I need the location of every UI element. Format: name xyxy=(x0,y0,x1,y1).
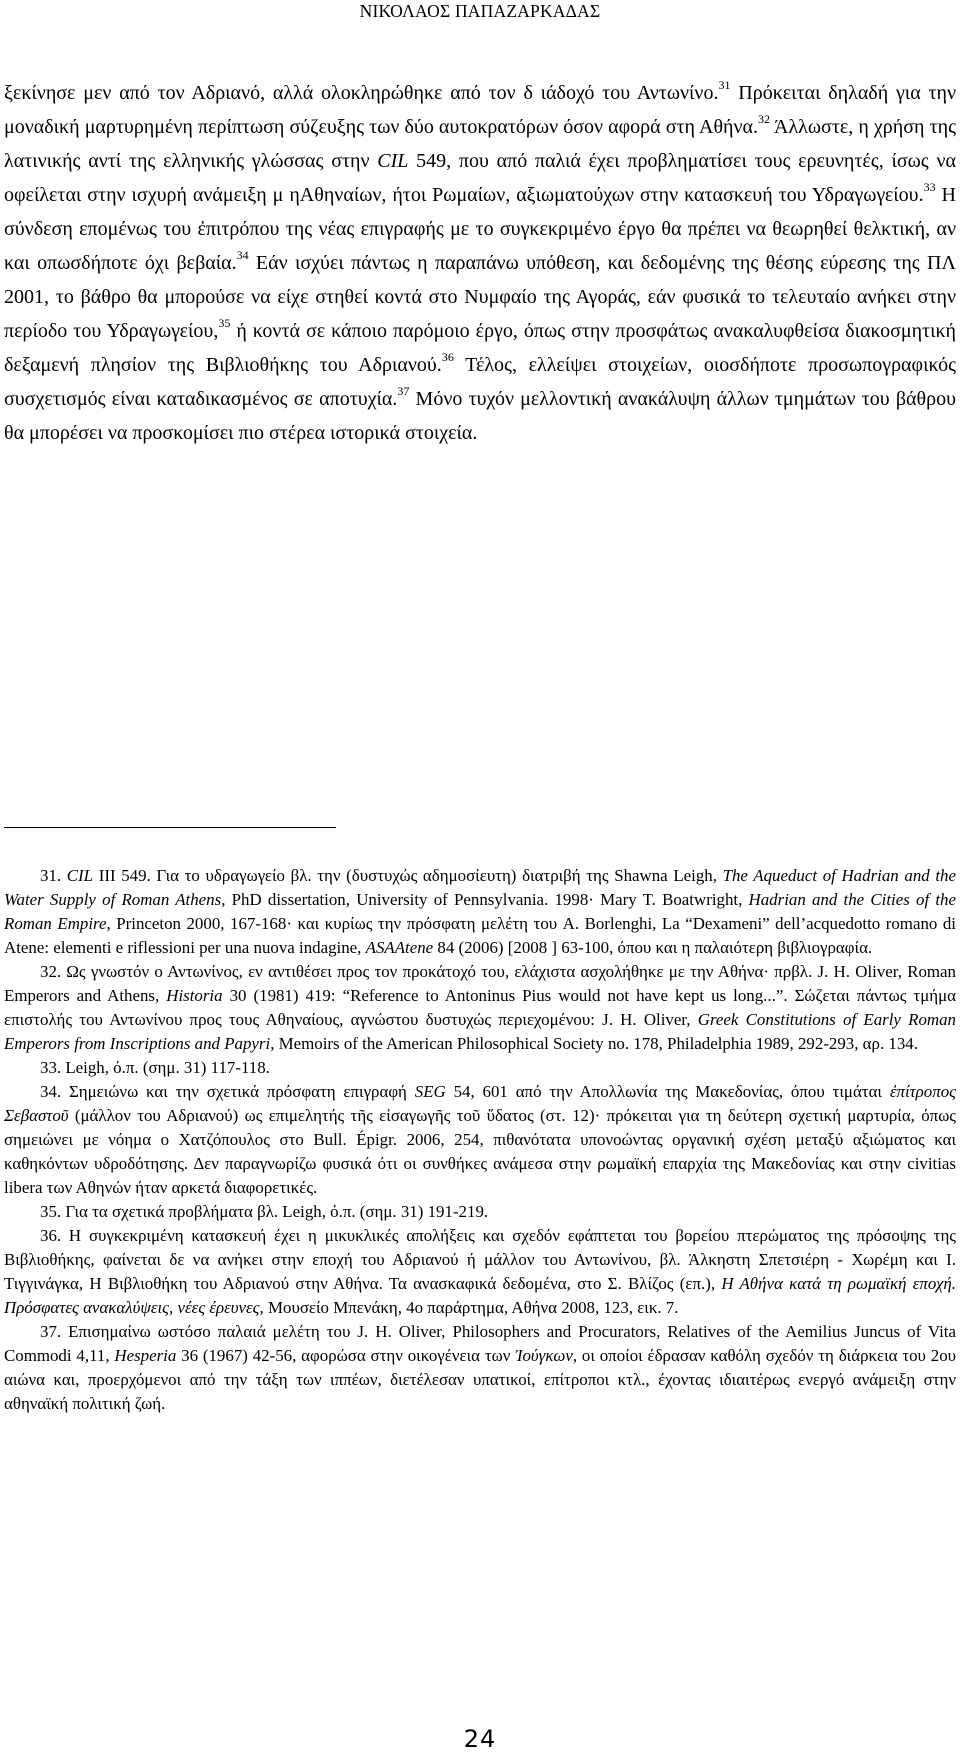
footnote-italic: Hadrian and the Cities of the Roman Empire xyxy=(4,890,956,933)
footnote-separator xyxy=(4,827,336,828)
footnote-text: 36. Η συγκεκριμένη κατασκευή έχει η μικυκλικές απολήξεις και σχεδόν εφάπτεται του βορείου πτερώματος της πρόσοψης της Βιβλιοθήκης, φαίνεται δε να ανήκει στην εποχή του Αδριανού ή μάλλον του Αντωνίνου, βλ. Άλκηστη Σπετσιέρη - Χωρέμη και Ι. Τιγγινάγκα, Η Βιβλιοθήκη του Αδριανού στην Αθήνα. Τα ανασκαφικά δεδομένα, στο Σ. Βλίζος (επ.), xyxy=(4,1226,956,1293)
footnote-text: 84 (2006) [2008 ] 63-100, όπου και η παλαιότερη βιβλιογραφία. xyxy=(433,938,873,957)
footnote-text: (μάλλον του Αδριανού) ως επιμελητής τῆς εἰσαγωγῆς τοῦ ὕδατος (στ. 12)· πρόκειται για τη δεύτερη σχετική μαρτυρία, όπως σημειώνει με νόημα ο Χατζόπουλος στο Bull. Épigr. 2006, 254, πιθανότατα υπονοώντας οργανική σχέση μεταξύ αξιώματος και καθηκόντων υδροδότησης. Δεν παραγνωρίζω φυσικά ότι οι συνθήκες ανάμεσα στην ρωμαϊκή επαρχία της Μακεδονίας και στην civitias libera των Αθηνών ήταν αρκετά διαφορετικές. xyxy=(4,1106,956,1197)
running-title: ΝΙΚΟΛΑΟΣ ΠΑΠΑΖΑΡΚΑΔΑΣ xyxy=(359,1,601,21)
footnote-text: III 549. Για το υδραγωγείο βλ. την (δυστυχώς αδημοσίευτη) διατριβή της Shawna Leigh, xyxy=(93,866,723,885)
footnote-text: , Memoirs of the American Philosophical Society no. 178, Philadelphia 1989, 292-293, αρ. 134. xyxy=(270,1034,918,1053)
footnote-text: , Princeton 2000, 167-168· και κυρίως την πρόσφατη μελέτη του A. Borlenghi, La “Dexameni” dell’acquedotto romano di Atene: elementi e riflessioni per una nuova indagine, xyxy=(4,914,956,957)
footnote-34 xyxy=(4,1080,956,1200)
footnote-32 xyxy=(4,960,956,1056)
body-sentence: Μόνο τυχόν μελλοντική ανακάλυψη άλλων τμημάτων του βάθρου θα μπορέσει να προσκομίσει πιο στέρεα ιστορικά στοιχεία. xyxy=(4,388,956,444)
footnote-text: 35. Για τα σχετικά προβλήματα βλ. Leigh, ό.π. (σημ. 31) 191-219. xyxy=(40,1202,489,1221)
cil-abbreviation: CIL xyxy=(377,150,409,172)
footnote-text: 31. xyxy=(40,866,67,885)
body-sentence: Πρόκειται δηλαδή για την μοναδική μαρτυρημένη περίπτωση σύζευξης των δύο αυτοκρατόρων όσον αφορά στη Αθήνα. xyxy=(4,82,956,138)
footnote-text: 30 (1981) 419: “Reference to Antoninus Pius would not have kept us long...”. Σώζεται πάντως τμήμα επιστολής του Αντωνίνου προς τους Αθηναίους, αγνώστου δυστυχώς περιεχομένου: J. H. Oliver, xyxy=(4,986,956,1029)
footnote-ref-37[interactable]: 37 xyxy=(397,384,410,399)
footnote-text: 32. Ως γνωστόν ο Αντωνίνος, εν αντιθέσει προς τον προκάτοχό του, ελάχιστα ασχολήθηκε με την Αθήνα· πρβλ. J. H. Oliver, Roman Emperors and Athens, xyxy=(4,962,956,1005)
footnote-text: 34. Σημειώνω και την σχετικά πρόσφατη επιγραφή xyxy=(40,1082,415,1101)
body-sentence: Εάν ισχύει πάντως η παραπάνω υπόθεση, και δεδομένης της θέσης εύρεσης της ΠΛ 2001, το βάθρο θα μπορούσε να είχε στηθεί κοντά στο Νυμφαίο της Αγοράς, εάν φυσικά το τελευταίο ανήκει στην περίοδο του Υδραγωγείου, xyxy=(4,252,956,342)
footnote-italic: SEG xyxy=(414,1082,446,1101)
footnote-ref-36[interactable]: 36 xyxy=(441,350,454,365)
body-sentence: Τέλος, ελλείψει στοιχείων, οιοσδήποτε προσωπογραφικός συσχετισμός είναι καταδικασμένος σε αποτυχία. xyxy=(4,354,957,410)
footnotes xyxy=(4,864,956,1416)
footnote-37 xyxy=(4,1320,956,1416)
footnote-italic: Historia xyxy=(166,986,223,1005)
footnote-text: , PhD dissertation, University of Pennsylvania. 1998· Mary T. Boatwright, xyxy=(221,890,749,909)
footnote-italic: Ἰούγκων xyxy=(515,1346,573,1365)
footnote-italic: Η Αθήνα κατά τη ρωμαϊκή εποχή. Πρόσφατες ανακαλύψεις, νέες έρευνες xyxy=(4,1274,956,1317)
main-paragraph xyxy=(4,76,956,450)
footnote-text: , οι οποίοι έδρασαν καθόλη σχεδόν τη διάρκεια του 2ου αιώνα και, προερχόμενοι από την τάξη των ιππέων, διετέλεσαν υπατικοί, επίτροποι κτλ., έχοντας ιδιαιτέρως ενεργό ανάμειξη στην αθηναϊκή πολιτική ζωή. xyxy=(4,1346,956,1413)
footnote-ref-31[interactable]: 31 xyxy=(718,78,731,93)
body-sentence: Η σύνδεση επομένως του ἐπιτρόπου της νέας επιγραφής με το συγκεκριμένο έργο θα πρέπει να θεωρηθεί θελκτική, αν και οπωσδήποτε όχι βεβαία. xyxy=(4,184,956,274)
footnote-text: 54, 601 από την Απολλωνία της Μακεδονίας, όπου τιμάται xyxy=(445,1082,890,1101)
footnote-italic: ἐπίτροπος Σεβαστοῦ xyxy=(4,1082,956,1125)
footnote-31 xyxy=(4,864,956,960)
footnote-ref-35[interactable]: 35 xyxy=(218,316,231,331)
footnote-35 xyxy=(4,1200,956,1224)
footnote-ref-33[interactable]: 33 xyxy=(923,180,936,195)
footnote-italic: CIL xyxy=(66,866,94,885)
running-header xyxy=(0,0,960,22)
body-sentence: Άλλωστε, η χρήση της λατινικής αντί της ελληνικής γλώσσας στην xyxy=(4,116,957,172)
footnote-italic: Hesperia xyxy=(114,1346,177,1365)
body-sentence: ή κοντά σε κάποιο παρόμοιο έργο, όπως στην προσφάτως ανακαλυφθείσα διακοσμητική δεξαμενή πλησίον της Βιβλιοθήκης του Αδριανού. xyxy=(4,320,956,376)
footnote-text: 36 (1967) 42-56, αφορώσα στην οικογένεια των xyxy=(176,1346,516,1365)
footnote-italic: The Aqueduct of Hadrian and the Water Supply of Roman Athens xyxy=(4,866,956,909)
footnote-italic: ASAAtene xyxy=(365,938,434,957)
body-sentence: 549, που από παλιά έχει προβληματίσει τους ερευνητές, ίσως να οφείλεται στην ισχυρή ανάμειξη μ ηΑθηναίων, ήτοι Ρωμαίων, αξιωματούχων στην κατασκευή του Υδραγωγείου. xyxy=(4,150,956,206)
footnote-33 xyxy=(4,1056,956,1080)
footnote-text: 37. Επισημαίνω ωστόσο παλαιά μελέτη του J. H. Oliver, Philosophers and Procurators, Relatives of the Aemilius Juncus of Vita Commodi 4,11, xyxy=(4,1322,956,1365)
page-number: 24 xyxy=(463,1725,497,1753)
footnote-text: , Μουσείο Μπενάκη, 4ο παράρτημα, Αθήνα 2008, 123, εικ. 7. xyxy=(259,1298,679,1317)
footnote-italic: Greek Constitutions of Early Roman Emperors from Inscriptions and Papyri xyxy=(4,1010,956,1053)
body-sentence: ξεκίνησε μεν από τον Αδριανό, αλλά ολοκληρώθηκε από τον δ ιάδοχό του Αντωνίνο. xyxy=(4,82,719,104)
footnote-text: 33. Leigh, ό.π. (σημ. 31) 117-118. xyxy=(40,1058,270,1077)
footnote-36 xyxy=(4,1224,956,1320)
footnote-ref-34[interactable]: 34 xyxy=(236,248,249,263)
footnote-ref-32[interactable]: 32 xyxy=(758,112,771,127)
